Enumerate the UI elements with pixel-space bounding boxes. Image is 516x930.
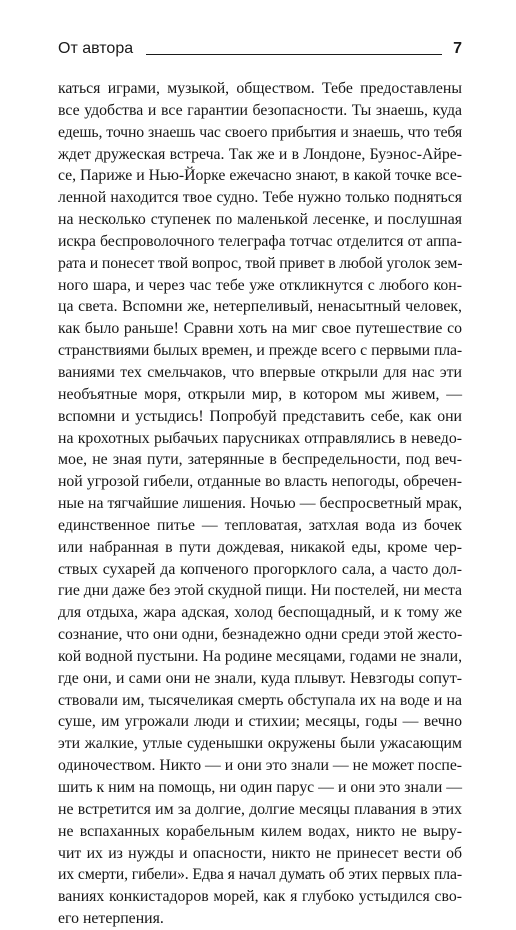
- text-line: или набранная в пути дождевая, никакой еды, кроме чер-: [58, 538, 462, 556]
- text-line: необъятные моря, открыли мир, в котором мы живем, —: [58, 385, 462, 403]
- text-line: его нетерпения.: [58, 910, 164, 928]
- text-line: ной угрозой гибели, отданные во власть непогоды, обречен-: [58, 473, 462, 491]
- running-head: [58, 40, 462, 62]
- running-head-title: От автора: [58, 40, 134, 57]
- text-line: искра беспроволочного телеграфа тотчас отделится от аппа-: [58, 232, 462, 250]
- text-line: ваниями тех смельчаков, что впервые открыли для нас эти: [58, 363, 462, 381]
- text-line: чит их из нужды и опасности, никто не принесет вести об: [58, 844, 462, 862]
- text-line: как было раньше! Сравни хоть на миг свое путешествие со: [58, 320, 462, 338]
- text-line: ствых сухарей да копченого прогорклого сала, а часто дол-: [58, 560, 462, 578]
- running-head-rule: [146, 54, 442, 55]
- text-line: ные на тягчайшие лишения. Ночью — беспросветный мрак,: [58, 495, 462, 513]
- text-line: на несколько ступенек по маленькой лесенке, и послушная: [58, 211, 462, 229]
- text-line: ждет дружеская встреча. Так же и в Лондоне, Буэнос-Айре-: [58, 145, 462, 163]
- text-line: все удобства и все гарантии безопасности. Ты знаешь, куда: [58, 101, 462, 119]
- text-line: ного шара, и через час тебе уже откликнутся с любого кон-: [58, 276, 462, 294]
- text-line: ваниях конкистадоров морей, как я глубоко устыдился сво-: [58, 888, 462, 906]
- text-line: рата и понесет твой вопрос, твой привет в любой уголок зем-: [58, 254, 463, 272]
- text-line: мое, не зная пути, затерянные в беспредельности, под веч-: [58, 451, 462, 469]
- text-line: не вспаханных корабельным килем водах, никто не выру-: [58, 822, 462, 840]
- text-line: сознание, что они одни, безнадежно одни среди этой жесто-: [58, 626, 463, 644]
- text-line: одиночеством. Никто — и они это знали — не может поспе-: [58, 757, 462, 775]
- text-line: гие дни даже без этой скудной пищи. Ни постелей, ни места: [58, 582, 462, 600]
- body-text: [58, 78, 462, 930]
- text-line: кой водной пустыни. На родине месяцами, годами не знали,: [58, 647, 463, 665]
- text-line: для отдыха, жара адская, холод беспощадный, и к тому же: [58, 604, 462, 622]
- text-line: ца света. Вспомни же, нетерпеливый, ненасытный человек,: [58, 298, 462, 316]
- text-line: странствиями былых времен, и прежде всего с первыми пла-: [58, 342, 462, 360]
- text-line: шить к ним на помощь, ни один парус — и они это знали —: [58, 779, 462, 796]
- text-line: где они, и сами они не знали, куда плывут. Невзгоды сопут-: [58, 669, 462, 687]
- text-line: не встретится им за долгие, долгие месяцы плавания в этих: [58, 800, 462, 818]
- page-number: 7: [453, 40, 462, 57]
- text-line: едешь, точно знаешь час своего прибытия и знаешь, что тебя: [58, 123, 462, 141]
- text-line: каться играми, музыкой, обществом. Тебе предоставлены: [58, 80, 462, 97]
- text-line: ствовали им, тысячеликая смерть обступала их на воде и на: [58, 691, 462, 709]
- text-line: единственное питье — тепловатая, затхлая вода из бочек: [58, 516, 462, 534]
- text-line: вспомни и устыдись! Попробуй представить себе, как они: [58, 407, 462, 425]
- text-line: суше, им угрожали люди и стихии; месяцы, годы — вечно: [58, 713, 462, 731]
- text-line: эти жалкие, утлые суденышки окружены были ужасающим: [58, 735, 462, 753]
- text-line: се, Париже и Нью-Йорке ежечасно знают, в какой точке все-: [58, 167, 462, 185]
- text-line: их смерти, гибели». Едва я начал думать об этих первых пла-: [58, 866, 462, 884]
- text-line: на крохотных рыбачьих парусниках отправлялись в неведо-: [58, 429, 462, 447]
- text-line: ленной находится твое судно. Тебе нужно только подняться: [58, 189, 462, 207]
